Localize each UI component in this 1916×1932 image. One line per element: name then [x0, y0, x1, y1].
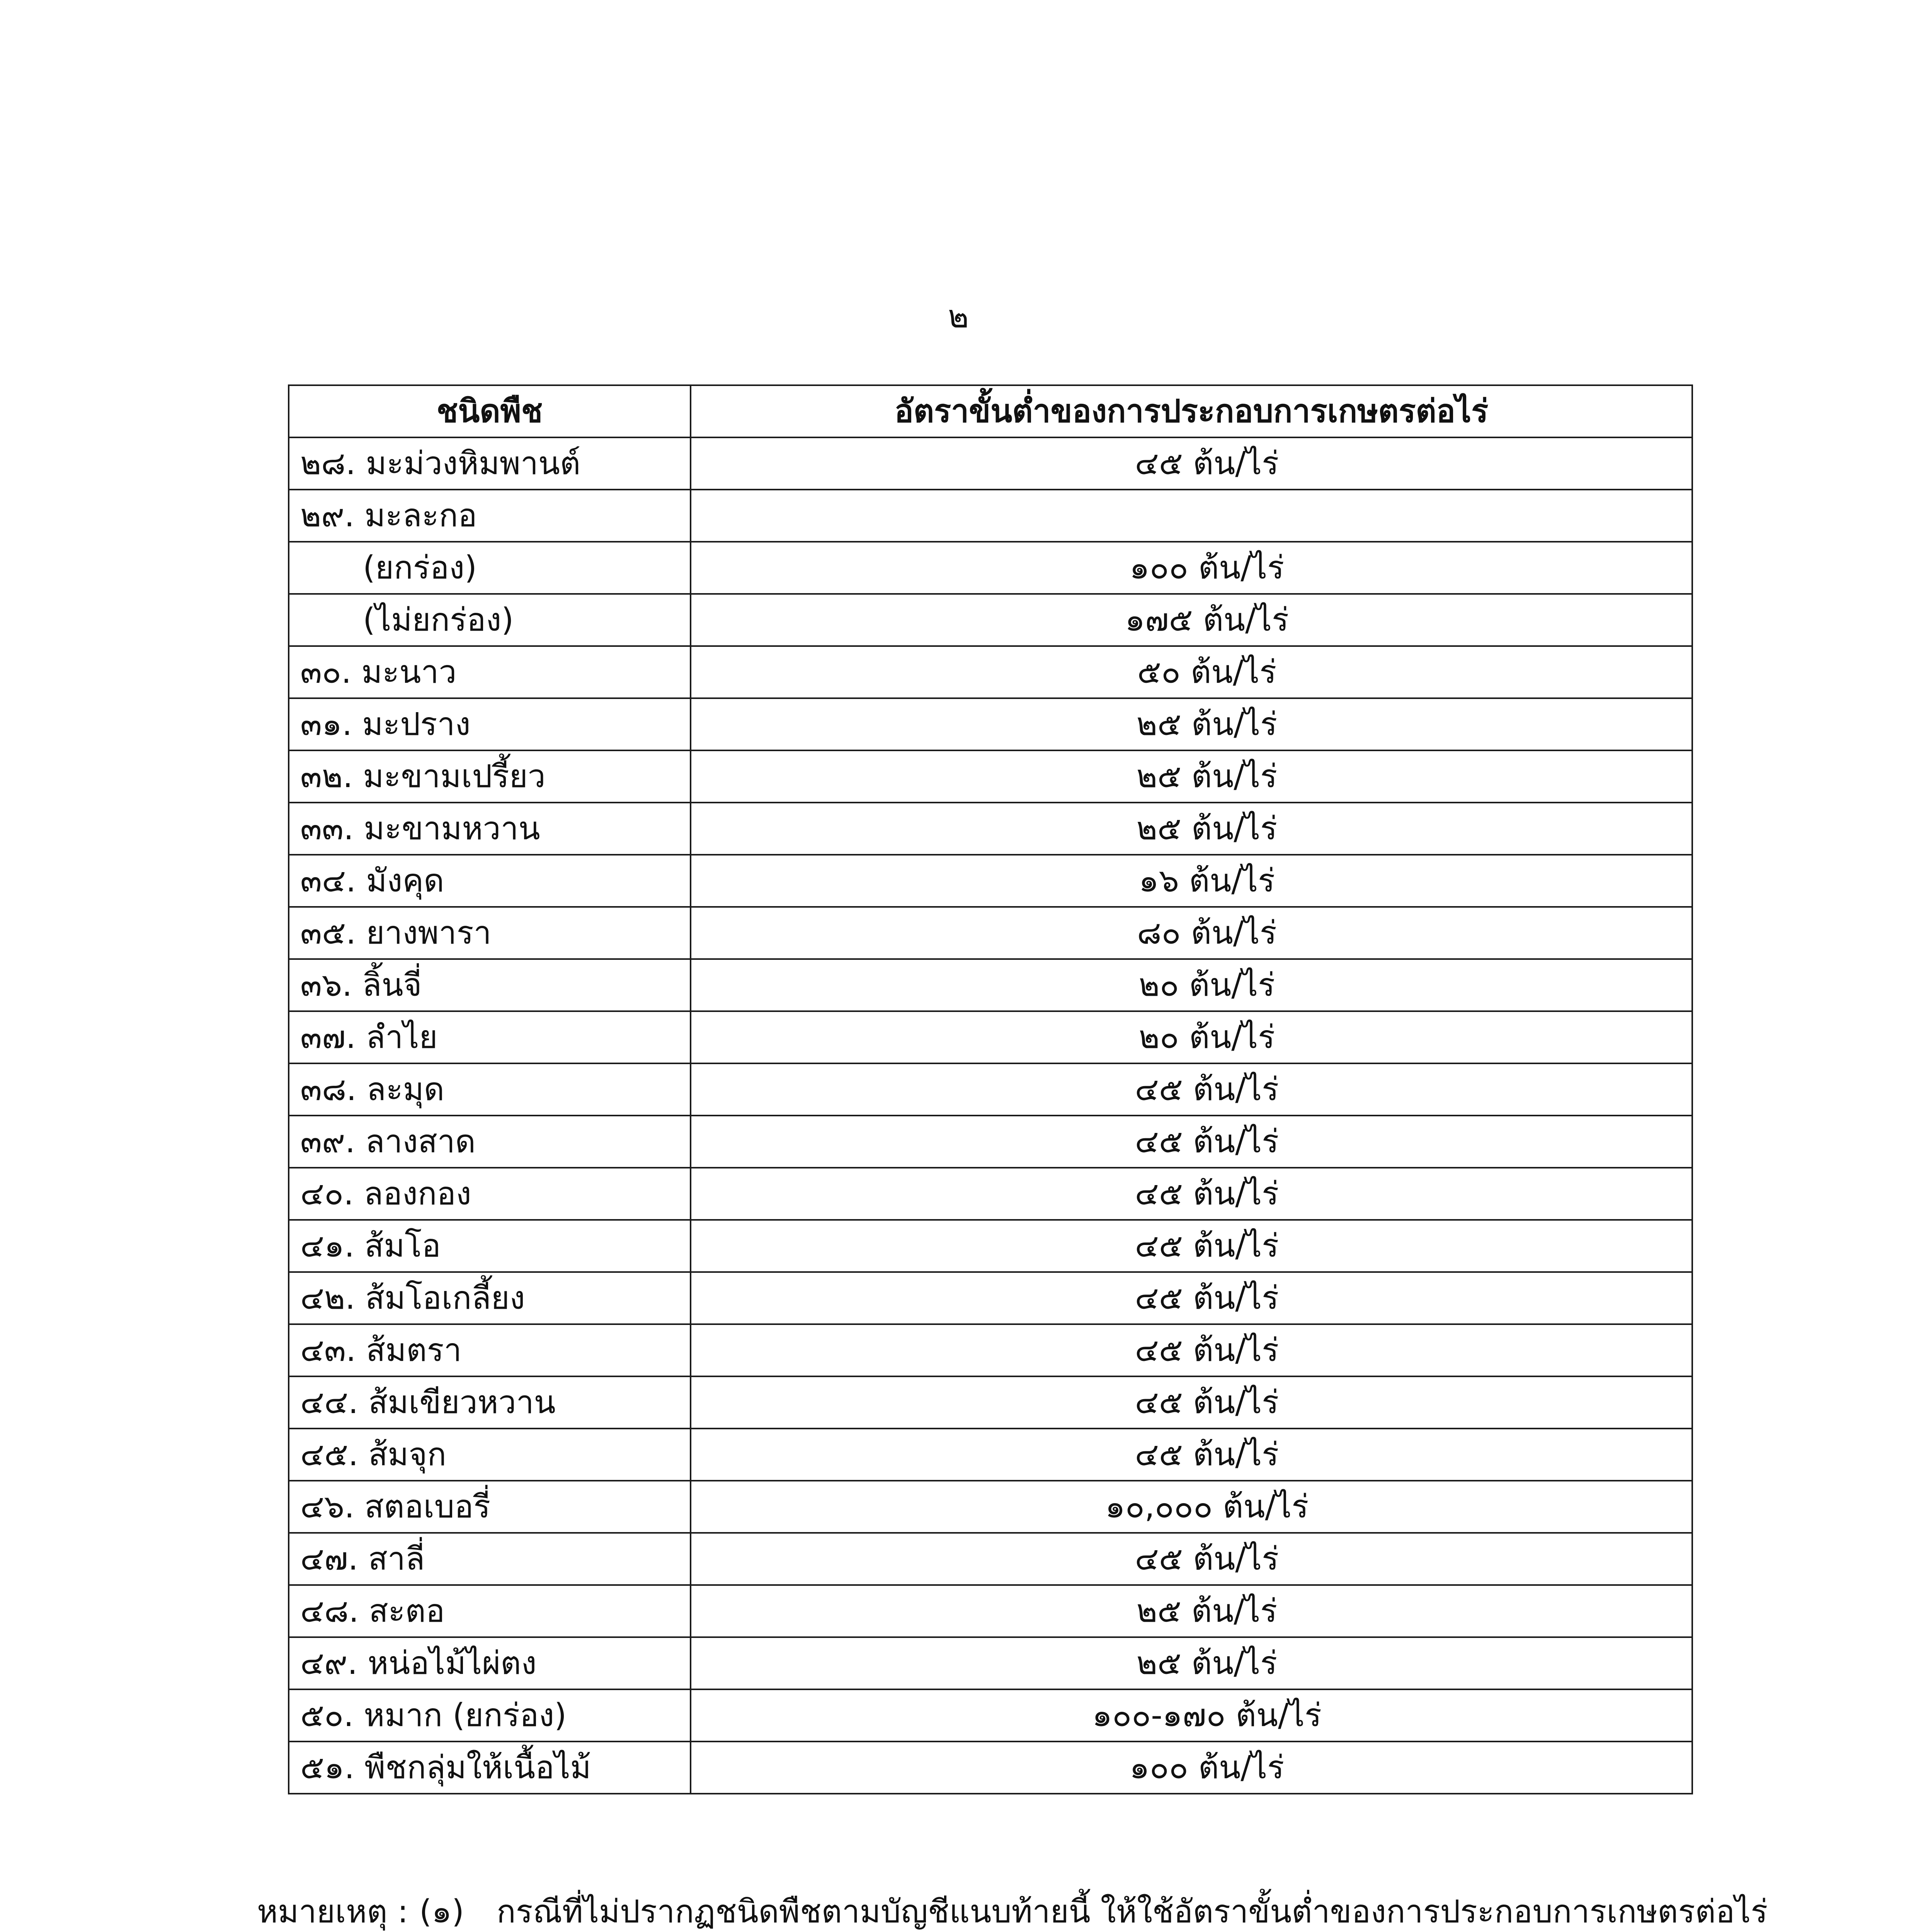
plant-name-cell: ๔๒. ส้มโอเกลี้ยง: [289, 1272, 691, 1324]
table-row: [289, 1376, 1692, 1429]
table-row: [289, 1585, 1692, 1637]
plant-name-cell: ๔๗. สาลี่: [289, 1533, 691, 1585]
plant-name-cell: ๔๘. สะตอ: [289, 1585, 691, 1637]
plant-name-cell: ๓๒. มะขามเปรี้ยว: [289, 750, 691, 803]
table-row: [289, 1168, 1692, 1220]
table-row: [289, 437, 1692, 490]
plant-rate-cell: ๘๐ ต้น/ไร่: [691, 907, 1692, 959]
plant-rate-cell: ๑๐๐-๑๗๐ ต้น/ไร่: [691, 1689, 1692, 1742]
plant-name-cell: ๔๖. สตอเบอรี่: [289, 1481, 691, 1533]
note-1-marker: (๑): [419, 1893, 465, 1930]
table-row: [289, 594, 1692, 646]
table-row: [289, 1324, 1692, 1376]
notes-label: หมายเหตุ :: [257, 1893, 408, 1930]
plant-rate-cell: ๔๕ ต้น/ไร่: [691, 437, 1692, 490]
plant-rate-cell: ๑๐,๐๐๐ ต้น/ไร่: [691, 1481, 1692, 1533]
plant-rate-cell: ๔๕ ต้น/ไร่: [691, 1116, 1692, 1168]
plant-name-cell: ๔๕. ส้มจุก: [289, 1429, 691, 1481]
header-minimum-rate: อัตราขั้นต่ำของการประกอบการเกษตรต่อไร่: [691, 385, 1692, 437]
plant-name-cell: ๔๐. ลองกอง: [289, 1168, 691, 1220]
plant-rate-cell: ๑๐๐ ต้น/ไร่: [691, 1742, 1692, 1794]
plant-rate-cell: ๑๖ ต้น/ไร่: [691, 855, 1692, 907]
plant-rate-cell: ๔๕ ต้น/ไร่: [691, 1533, 1692, 1585]
plant-name-cell: ๕๑. พืชกลุ่มให้เนื้อไม้: [289, 1742, 691, 1794]
plant-name-cell: ๔๙. หน่อไม้ไผ่ตง: [289, 1637, 691, 1689]
table-row: [289, 1272, 1692, 1324]
plant-name-cell: ๒๙. มะละกอ: [289, 490, 691, 542]
table-row: [289, 907, 1692, 959]
table-row: [289, 698, 1692, 750]
plant-rate-cell: ๕๐ ต้น/ไร่: [691, 646, 1692, 698]
plant-rate-cell: ๒๕ ต้น/ไร่: [691, 1637, 1692, 1689]
table-row: [289, 1637, 1692, 1689]
plant-name-cell: (ยกร่อง): [289, 542, 691, 594]
plant-name-cell: ๔๓. ส้มตรา: [289, 1324, 691, 1376]
plant-name-cell: ๓๗. ลำไย: [289, 1011, 691, 1063]
plant-rate-cell: ๔๕ ต้น/ไร่: [691, 1376, 1692, 1429]
notes-section: [257, 1884, 1768, 1932]
table-row: [289, 1742, 1692, 1794]
table-row: [289, 1533, 1692, 1585]
plant-rate-cell: ๔๕ ต้น/ไร่: [691, 1272, 1692, 1324]
note-1-text-1: กรณีที่ไม่ปรากฏชนิดพืชตามบัญชีแนบท้ายนี้ ให้ใช้อัตราขั้นต่ำของการประกอบการเกษตรต่อไร่: [497, 1893, 1768, 1930]
table-row: [289, 1116, 1692, 1168]
note-1-line-1: [257, 1884, 1768, 1932]
table-row: [289, 490, 1692, 542]
plant-rate-cell: ๔๕ ต้น/ไร่: [691, 1220, 1692, 1272]
plant-rate-cell: ๔๕ ต้น/ไร่: [691, 1324, 1692, 1376]
plant-rate-cell: ๑๗๕ ต้น/ไร่: [691, 594, 1692, 646]
plant-name-cell: ๓๘. ละมุด: [289, 1063, 691, 1116]
plant-rate-cell: ๔๕ ต้น/ไร่: [691, 1063, 1692, 1116]
table-header-row: [289, 385, 1692, 437]
plant-rate-cell: ๒๕ ต้น/ไร่: [691, 803, 1692, 855]
plant-rate-cell: ๒๕ ต้น/ไร่: [691, 698, 1692, 750]
page-number: ๒: [948, 298, 969, 335]
plant-name-cell: ๓๑. มะปราง: [289, 698, 691, 750]
table-row: [289, 1220, 1692, 1272]
plant-rate-cell: [691, 490, 1692, 542]
table-row: [289, 1689, 1692, 1742]
plant-rate-cell: ๒๐ ต้น/ไร่: [691, 959, 1692, 1011]
plant-name-cell: ๓๔. มังคุด: [289, 855, 691, 907]
table-row: [289, 542, 1692, 594]
table-row: [289, 1481, 1692, 1533]
plant-name-cell: ๒๘. มะม่วงหิมพานต์: [289, 437, 691, 490]
plant-rate-cell: ๒๕ ต้น/ไร่: [691, 750, 1692, 803]
header-plant-type: ชนิดพืช: [289, 385, 691, 437]
plant-rate-cell: ๒๐ ต้น/ไร่: [691, 1011, 1692, 1063]
plant-rate-cell: ๑๐๐ ต้น/ไร่: [691, 542, 1692, 594]
table-row: [289, 1011, 1692, 1063]
plant-rate-cell: ๔๕ ต้น/ไร่: [691, 1429, 1692, 1481]
plant-rate-table: [288, 384, 1693, 1794]
table-row: [289, 646, 1692, 698]
plant-name-cell: ๓๐. มะนาว: [289, 646, 691, 698]
table-row: [289, 1429, 1692, 1481]
plant-name-cell: ๔๑. ส้มโอ: [289, 1220, 691, 1272]
plant-name-cell: ๕๐. หมาก (ยกร่อง): [289, 1689, 691, 1742]
table-body: [289, 437, 1692, 1794]
table-row: [289, 1063, 1692, 1116]
table-row: [289, 855, 1692, 907]
plant-rate-cell: ๒๕ ต้น/ไร่: [691, 1585, 1692, 1637]
table-row: [289, 959, 1692, 1011]
plant-name-cell: ๔๔. ส้มเขียวหวาน: [289, 1376, 691, 1429]
table-row: [289, 803, 1692, 855]
plant-name-cell: ๓๓. มะขามหวาน: [289, 803, 691, 855]
plant-name-cell: (ไม่ยกร่อง): [289, 594, 691, 646]
plant-name-cell: ๓๙. ลางสาด: [289, 1116, 691, 1168]
plant-name-cell: ๓๖. ลิ้นจี่: [289, 959, 691, 1011]
table-row: [289, 750, 1692, 803]
plant-name-cell: ๓๕. ยางพารา: [289, 907, 691, 959]
plant-rate-cell: ๔๕ ต้น/ไร่: [691, 1168, 1692, 1220]
